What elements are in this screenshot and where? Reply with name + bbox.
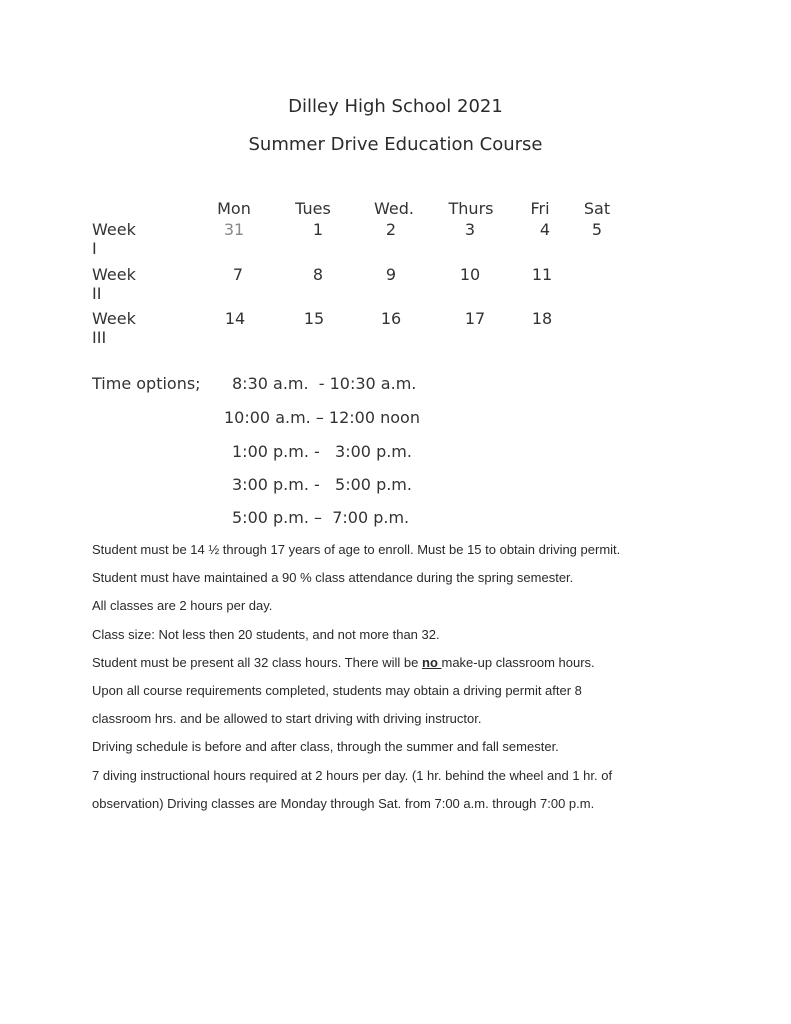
date-cell: 17 <box>464 309 486 328</box>
time-option: 10:00 a.m. – 12:00 noon <box>224 408 420 427</box>
time-option: 8:30 a.m. - 10:30 a.m. <box>232 374 417 393</box>
day-header-sat: Sat <box>583 199 611 218</box>
requirement-line: Upon all course requirements completed, students may obtain a driving permit after 8 <box>92 682 582 698</box>
date-cell: 31 <box>223 220 245 239</box>
date-cell: 16 <box>380 309 402 328</box>
course-requirements <box>92 538 732 820</box>
requirement-line: observation) Driving classes are Monday through Sat. from 7:00 a.m. through 7:00 p.m. <box>92 795 595 811</box>
document-title: Dilley High School 2021 <box>288 96 503 117</box>
day-header-fri: Fri <box>530 199 550 218</box>
day-header-wed: Wed. <box>374 199 414 218</box>
date-cell: 4 <box>539 220 551 239</box>
requirement-text: make-up classroom hours. <box>441 654 595 670</box>
date-cell: 9 <box>385 265 397 284</box>
requirement-line: classroom hrs. and be allowed to start driving with driving instructor. <box>92 711 482 727</box>
date-cell: 7 <box>232 265 244 284</box>
requirement-line <box>92 651 732 679</box>
time-options-label: Time options; <box>92 374 201 393</box>
date-cell: 11 <box>531 265 553 284</box>
date-cell: 3 <box>464 220 476 239</box>
requirement-text: Student must be present all 32 class hours. There will be <box>92 654 422 670</box>
week-label: Week III <box>92 309 136 347</box>
requirement-line: 7 diving instructional hours required at 2 hours per day. (1 hr. behind the wheel and 1 hr. of <box>92 767 613 783</box>
time-option: 3:00 p.m. - 5:00 p.m. <box>232 475 412 494</box>
week-label: Week II <box>92 265 136 303</box>
emphasis-no: no <box>422 654 442 670</box>
requirement-line: Student must be 14 ½ through 17 years of age to enroll. Must be 15 to obtain driving permit. <box>92 542 621 557</box>
date-cell: 2 <box>385 220 397 239</box>
date-cell: 8 <box>312 265 324 284</box>
date-cell: 15 <box>303 309 325 328</box>
day-header-mon: Mon <box>217 199 251 218</box>
requirement-line: All classes are 2 hours per day. <box>92 598 273 614</box>
date-cell: 14 <box>224 309 246 328</box>
requirement-line: Driving schedule is before and after class, through the summer and fall semester. <box>92 739 559 755</box>
day-header-tues: Tues <box>295 199 331 218</box>
requirement-line: Class size: Not less then 20 students, and not more than 32. <box>92 626 440 642</box>
time-option: 5:00 p.m. – 7:00 p.m. <box>232 508 410 527</box>
date-cell: 1 <box>312 220 324 239</box>
document-subtitle: Summer Drive Education Course <box>248 134 543 155</box>
date-cell: 10 <box>459 265 481 284</box>
date-cell: 18 <box>531 309 553 328</box>
week-label: Week I <box>92 220 136 258</box>
time-option: 1:00 p.m. - 3:00 p.m. <box>232 442 412 461</box>
day-header-thurs: Thurs <box>448 199 494 218</box>
requirement-line: Student must have maintained a 90 % class attendance during the spring semester. <box>92 570 574 586</box>
date-cell: 5 <box>591 220 603 239</box>
